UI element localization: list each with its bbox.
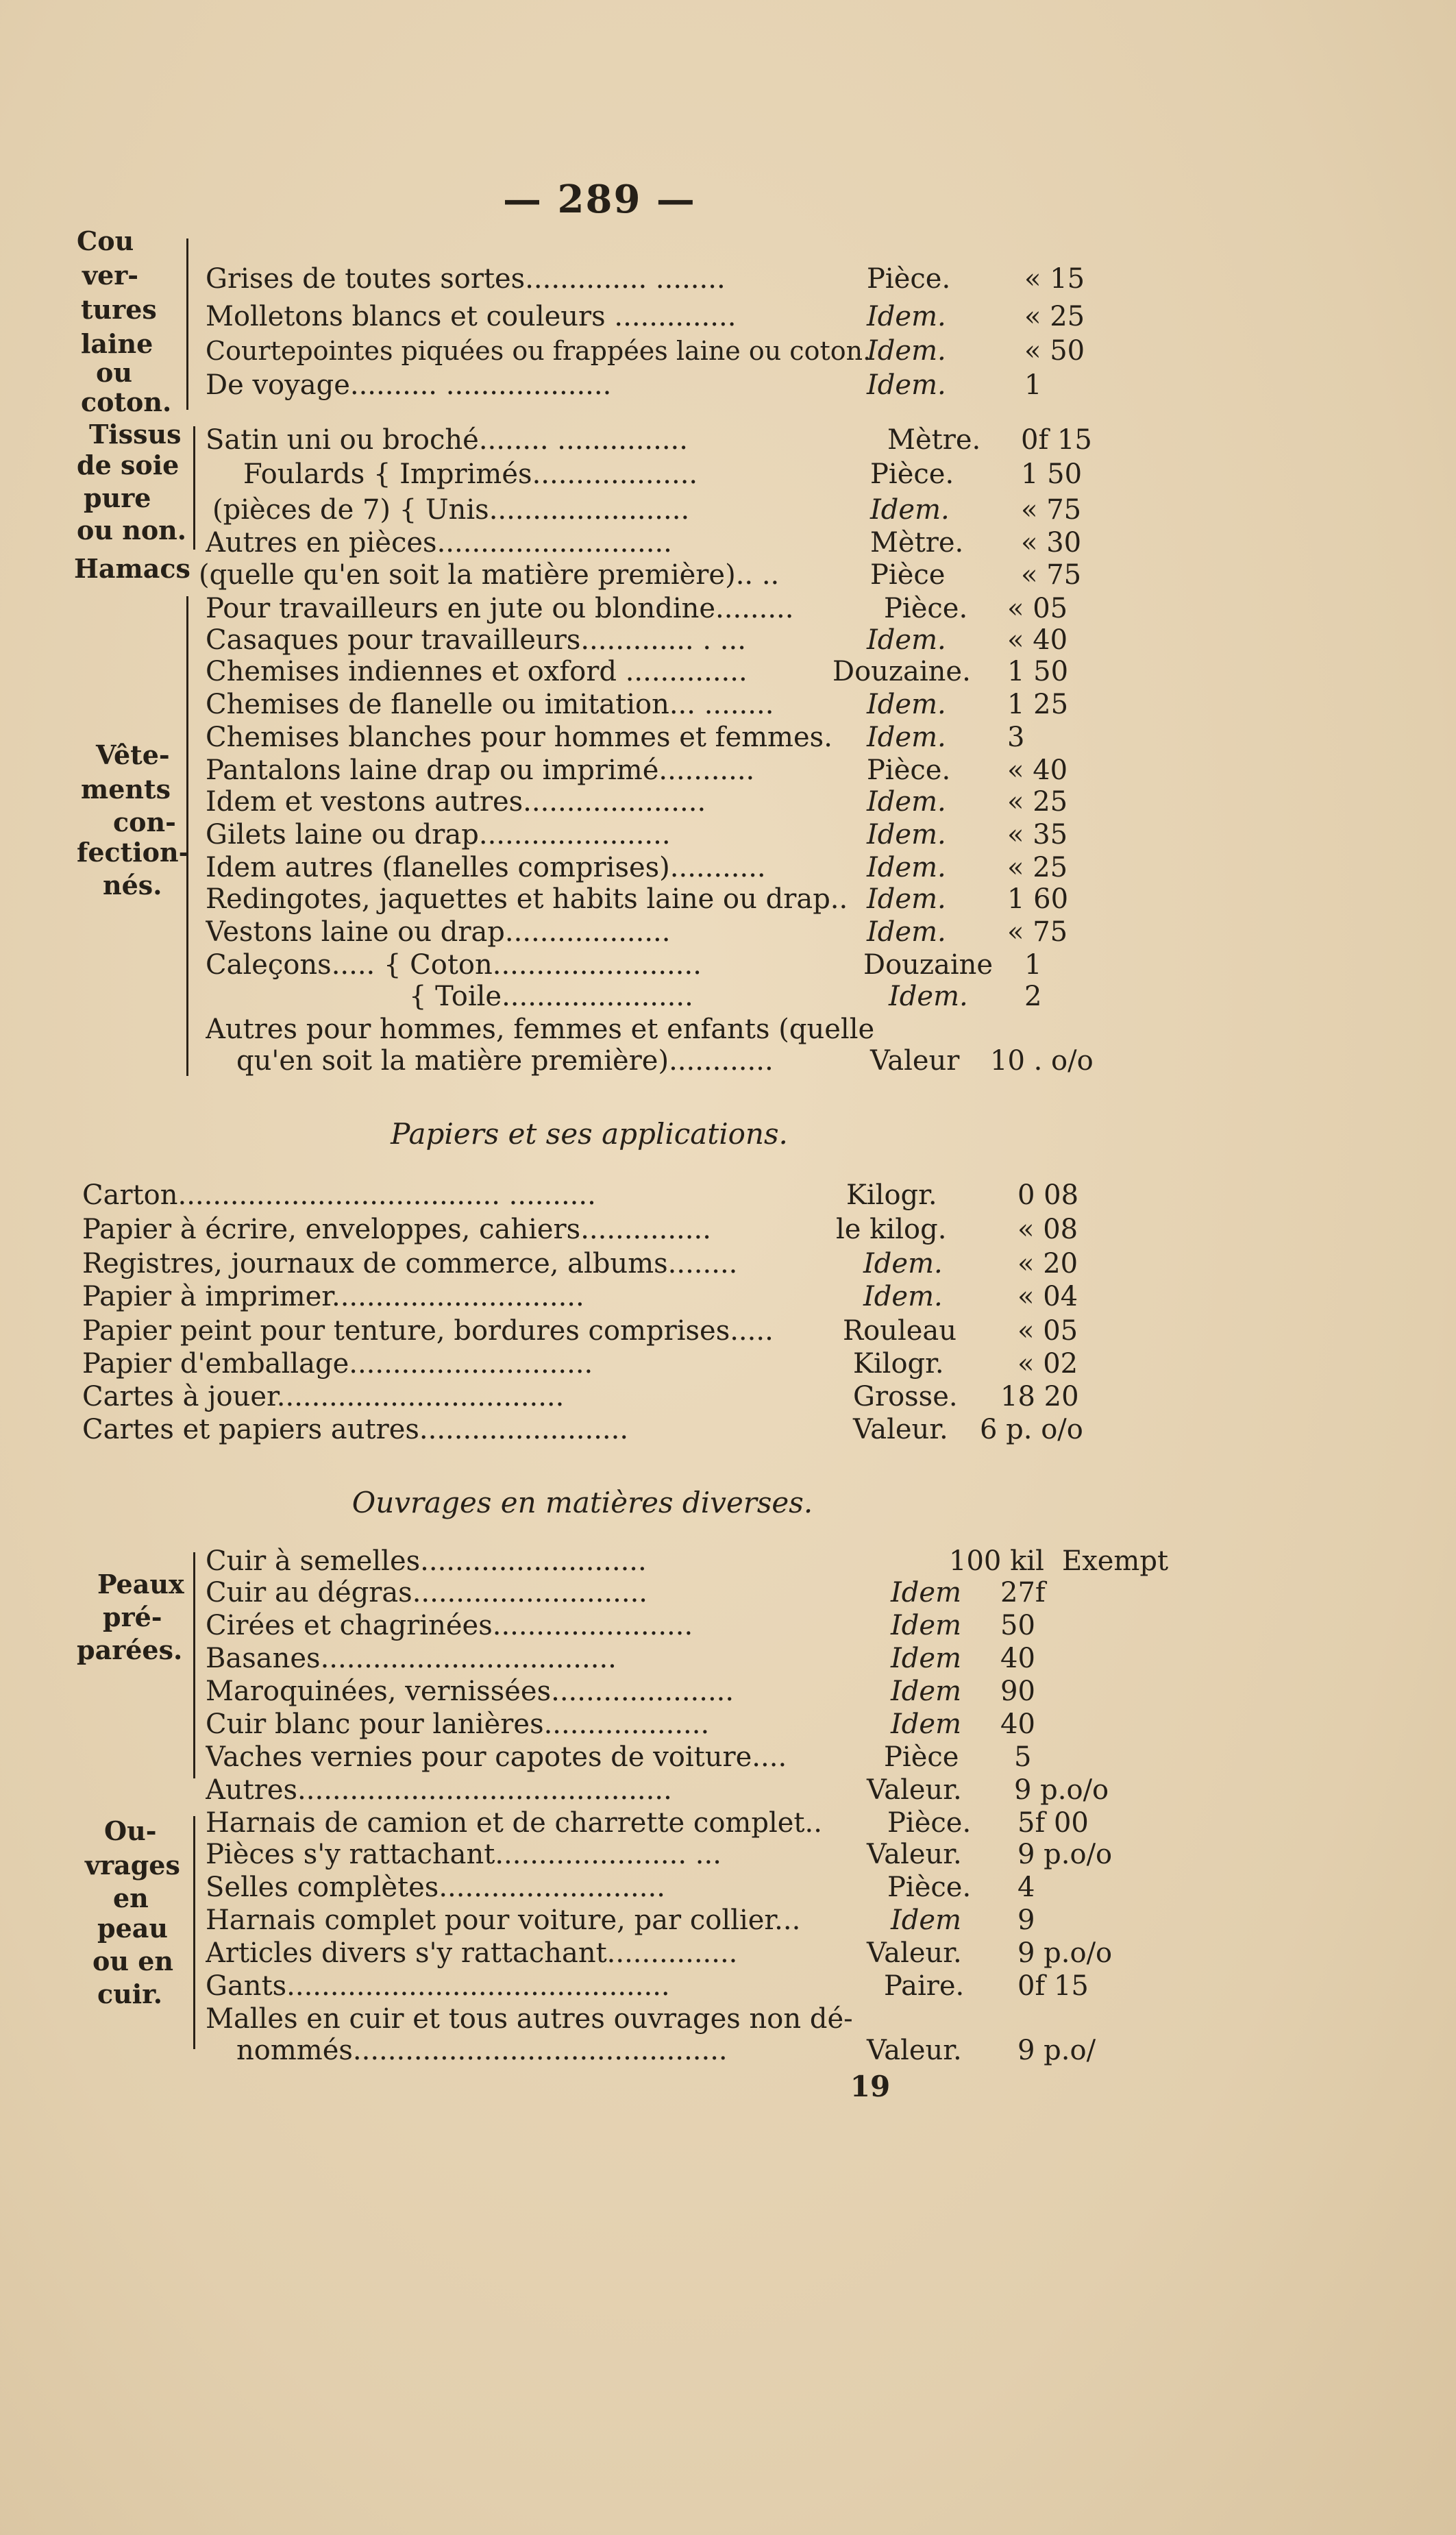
brace: [193, 1552, 205, 1778]
row-value: 3: [1007, 722, 1025, 753]
row-value: 1: [1024, 949, 1042, 981]
row-value: 1 25: [1007, 689, 1069, 720]
row-text: Casaques pour travailleurs............. . ...: [206, 624, 746, 656]
row-text: Cuir au dégras...........................: [206, 1577, 647, 1608]
row-value: « 40: [1007, 755, 1068, 786]
label-line: Hamacs: [74, 553, 190, 584]
row-value: « 75: [1021, 494, 1082, 526]
row-text: Autres...........................................: [206, 1774, 672, 1806]
label-line: de soie: [77, 450, 180, 480]
row-text: Articles divers s'y rattachant...............: [206, 1937, 738, 1969]
row-value: 1 50: [1021, 458, 1083, 490]
row-unit: Valeur: [870, 1045, 960, 1077]
row-text: Cirées et chagrinées.......................: [206, 1610, 693, 1641]
row-unit: Idem.: [867, 852, 946, 883]
row-unit: Idem: [891, 1577, 962, 1608]
row-value: « 04: [1017, 1281, 1078, 1312]
row-unit: Idem.: [863, 1281, 943, 1312]
row-text: Papier peint pour tenture, bordures comprises.....: [82, 1315, 774, 1347]
row-text: Gilets laine ou drap......................: [206, 819, 671, 850]
row-text: nommés...........................................: [236, 2035, 728, 2066]
row-value: « 30: [1021, 527, 1082, 559]
row-unit: Idem: [891, 1709, 962, 1740]
row-unit: Idem: [891, 1643, 962, 1674]
row-text: Cartes et papiers autres........................: [82, 1414, 629, 1445]
row-value: 1 60: [1007, 883, 1069, 915]
row-unit: Valeur.: [867, 1774, 962, 1806]
row-value: 1 50: [1007, 656, 1069, 687]
row-value: 1: [1024, 369, 1042, 401]
row-text: Maroquinées, vernissées.....................: [206, 1676, 735, 1707]
row-text: qu'en soit la matière première)............: [236, 1045, 774, 1077]
row-text: (quelle qu'en soit la matière première).. ..: [199, 559, 780, 591]
brace: [193, 426, 205, 550]
label-line: ou en: [92, 1946, 174, 1976]
row-unit: Idem: [891, 1610, 962, 1641]
row-value: 9 p.o/o: [1014, 1774, 1109, 1806]
label-line: ou: [96, 357, 132, 388]
row-text: Autres en pièces...........................: [206, 527, 672, 559]
row-value: « 25: [1007, 852, 1068, 883]
row-unit: Valeur.: [867, 1937, 962, 1969]
row-value: 0 08: [1017, 1179, 1079, 1211]
row-value: « 08: [1017, 1214, 1078, 1245]
row-unit: Idem.: [867, 786, 946, 818]
row-text: Pantalons laine drap ou imprimé...........: [206, 755, 755, 786]
row-value: 6 p. o/o: [980, 1414, 1083, 1445]
row-unit: Pièce.: [887, 1872, 972, 1903]
row-unit: Idem.: [870, 494, 950, 526]
label-line: en: [113, 1883, 149, 1913]
row-unit: Mètre.: [870, 527, 964, 559]
row-unit: Idem.: [867, 819, 946, 850]
label-line: ments: [81, 774, 171, 805]
row-text: Courtepointes piquées ou frappées laine ou coton.: [206, 336, 872, 366]
row-unit: Idem.: [867, 301, 946, 332]
row-unit: Idem.: [863, 1248, 943, 1279]
brace: [186, 596, 198, 1076]
row-value: 9 p.o/o: [1017, 1937, 1113, 1969]
row-unit: Pièce: [870, 559, 946, 591]
label-line: Cou: [77, 225, 134, 256]
row-value: 40: [1000, 1709, 1035, 1740]
row-text: Pour travailleurs en jute ou blondine.........: [206, 593, 794, 624]
row-text: Malles en cuir et tous autres ouvrages non dé-: [206, 2003, 853, 2035]
row-text: Vaches vernies pour capotes de voiture....: [206, 1741, 787, 1773]
row-unit: Idem.: [867, 689, 946, 720]
label-line: Peaux: [97, 1569, 184, 1600]
label-line: vrages: [85, 1850, 180, 1881]
row-unit: Idem: [891, 1676, 962, 1707]
row-unit: Idem.: [889, 981, 968, 1012]
page-number: — 289 —: [503, 177, 696, 222]
row-text: Carton..................................... ..........: [82, 1179, 596, 1211]
label-line: peau: [97, 1913, 168, 1944]
row-value: 50: [1000, 1610, 1035, 1641]
row-value: « 40: [1007, 624, 1068, 656]
row-text: Papier à écrire, enveloppes, cahiers...............: [82, 1214, 711, 1245]
row-unit: Mètre.: [887, 424, 981, 456]
row-unit: Kilogr.: [846, 1179, 937, 1211]
row-unit: Idem: [891, 1905, 962, 1936]
label-line: fection-: [77, 837, 190, 868]
row-text: Registres, journaux de commerce, albums........: [82, 1248, 738, 1279]
row-value: 4: [1017, 1872, 1035, 1903]
row-unit: Idem.: [867, 722, 946, 753]
brace: [186, 238, 198, 410]
row-value: « 75: [1021, 559, 1082, 591]
row-text: Pièces s'y rattachant...................... ...: [206, 1839, 721, 1870]
section-title: Ouvrages en matières diverses.: [351, 1486, 813, 1519]
row-unit: Pièce.: [867, 755, 951, 786]
row-text: Papier à imprimer.............................: [82, 1281, 584, 1312]
label-line: cuir.: [97, 1979, 162, 2009]
row-unit: Idem.: [867, 883, 946, 915]
row-text: Foulards { Imprimés...................: [243, 458, 698, 490]
row-unit: Valeur.: [867, 1839, 962, 1870]
row-unit: Valeur.: [867, 2035, 962, 2066]
row-text: Harnais complet pour voiture, par collier...: [206, 1905, 801, 1936]
row-text: Cuir blanc pour lanières...................: [206, 1709, 710, 1740]
row-unit: Pièce.: [870, 458, 954, 490]
label-line: Vête-: [96, 739, 170, 770]
row-value: 40: [1000, 1643, 1035, 1674]
row-value: 9 p.o/: [1017, 2035, 1096, 2066]
label-line: laine: [81, 328, 153, 359]
brace: [193, 1816, 205, 2049]
row-unit: Douzaine.: [832, 656, 971, 687]
row-unit: Rouleau: [843, 1315, 957, 1347]
row-value: « 25: [1024, 301, 1085, 332]
label-line: ou non.: [77, 515, 187, 546]
row-text: Grises de toutes sortes.............. ........: [206, 263, 726, 295]
row-text: Autres pour hommes, femmes et enfants (quelle: [206, 1014, 875, 1045]
label-line: tures: [81, 294, 157, 325]
row-value: « 35: [1007, 819, 1068, 850]
row-text: Caleçons..... { Coton........................: [206, 949, 702, 981]
row-unit: Idem.: [867, 916, 946, 948]
row-value: 5f 00: [1017, 1807, 1089, 1839]
section-title: Papiers et ses applications.: [391, 1117, 788, 1151]
row-unit: Douzaine: [863, 949, 994, 981]
row-value: 90: [1000, 1676, 1035, 1707]
row-unit: Pièce.: [867, 263, 951, 295]
label-line: Tissus: [89, 419, 182, 450]
row-unit: Paire.: [884, 1970, 965, 2002]
row-unit: Pièce.: [884, 593, 968, 624]
row-text: { Toile......................: [409, 981, 693, 1012]
row-text: Idem et vestons autres.....................: [206, 786, 706, 818]
row-value: 9: [1017, 1905, 1035, 1936]
label-line: pure: [84, 482, 151, 513]
row-text: Harnais de camion et de charrette complet..: [206, 1807, 822, 1839]
row-value: « 50: [1024, 335, 1085, 367]
row-text: Selles complètes..........................: [206, 1872, 665, 1903]
row-value: 18 20: [1000, 1381, 1079, 1412]
row-text: Chemises de flanelle ou imitation... ........: [206, 689, 774, 720]
row-value: « 02: [1017, 1348, 1078, 1380]
row-value: « 20: [1017, 1248, 1078, 1279]
row-text: Gants............................................: [206, 1970, 670, 2002]
row-text: De voyage.......... ...................: [206, 369, 612, 401]
row-value: « 25: [1007, 786, 1068, 818]
row-unit: Valeur.: [853, 1414, 948, 1445]
label-line: ver-: [82, 260, 139, 291]
label-line: Ou-: [104, 1815, 157, 1846]
row-value: « 75: [1007, 916, 1068, 948]
row-unit: Kilogr.: [853, 1348, 944, 1380]
row-value: « 15: [1024, 263, 1085, 295]
row-text: Chemises blanches pour hommes et femmes.: [206, 722, 832, 753]
row-value: 27f: [1000, 1577, 1046, 1608]
row-value: 10 . o/o: [990, 1045, 1094, 1077]
row-text: Cuir à semelles..........................: [206, 1545, 647, 1577]
row-unit: Idem.: [867, 369, 946, 401]
row-text: Idem autres (flanelles comprises)...........: [206, 852, 766, 883]
row-unit: Pièce: [884, 1741, 959, 1773]
row-text: Papier d'emballage............................: [82, 1348, 593, 1380]
signature-number: 19: [850, 2070, 891, 2103]
row-value: « 05: [1007, 593, 1068, 624]
row-text: Vestons laine ou drap...................: [206, 916, 671, 948]
row-value: 9 p.o/o: [1017, 1839, 1113, 1870]
label-line: con-: [113, 807, 176, 837]
label-line: pré-: [103, 1602, 162, 1632]
row-value: 0f 15: [1017, 1970, 1089, 2002]
row-unit: Grosse.: [853, 1381, 958, 1412]
row-text: Basanes..................................: [206, 1643, 617, 1674]
row-unit: 100 kil: [949, 1545, 1044, 1577]
row-text: Chemises indiennes et oxford ..............: [206, 656, 748, 687]
row-text: (pièces de 7) { Unis.......................: [212, 494, 690, 526]
row-value: « 05: [1017, 1315, 1078, 1347]
row-text: Molletons blancs et couleurs ..............: [206, 301, 737, 332]
label-line: nés.: [103, 870, 162, 901]
row-unit: le kilog.: [836, 1214, 947, 1245]
row-text: Cartes à jouer.................................: [82, 1381, 565, 1412]
label-line: parées.: [77, 1634, 183, 1665]
row-value: 2: [1024, 981, 1042, 1012]
row-text: Satin uni ou broché........ ...............: [206, 424, 688, 456]
label-line: coton.: [81, 387, 172, 417]
row-value: Exempt: [1062, 1545, 1169, 1577]
row-text: Redingotes, jaquettes et habits laine ou drap..: [206, 883, 848, 915]
row-value: 5: [1014, 1741, 1032, 1773]
row-unit: Idem.: [867, 335, 946, 367]
row-value: 0f 15: [1021, 424, 1092, 456]
row-unit: Pièce.: [887, 1807, 972, 1839]
row-unit: Idem.: [867, 624, 946, 656]
